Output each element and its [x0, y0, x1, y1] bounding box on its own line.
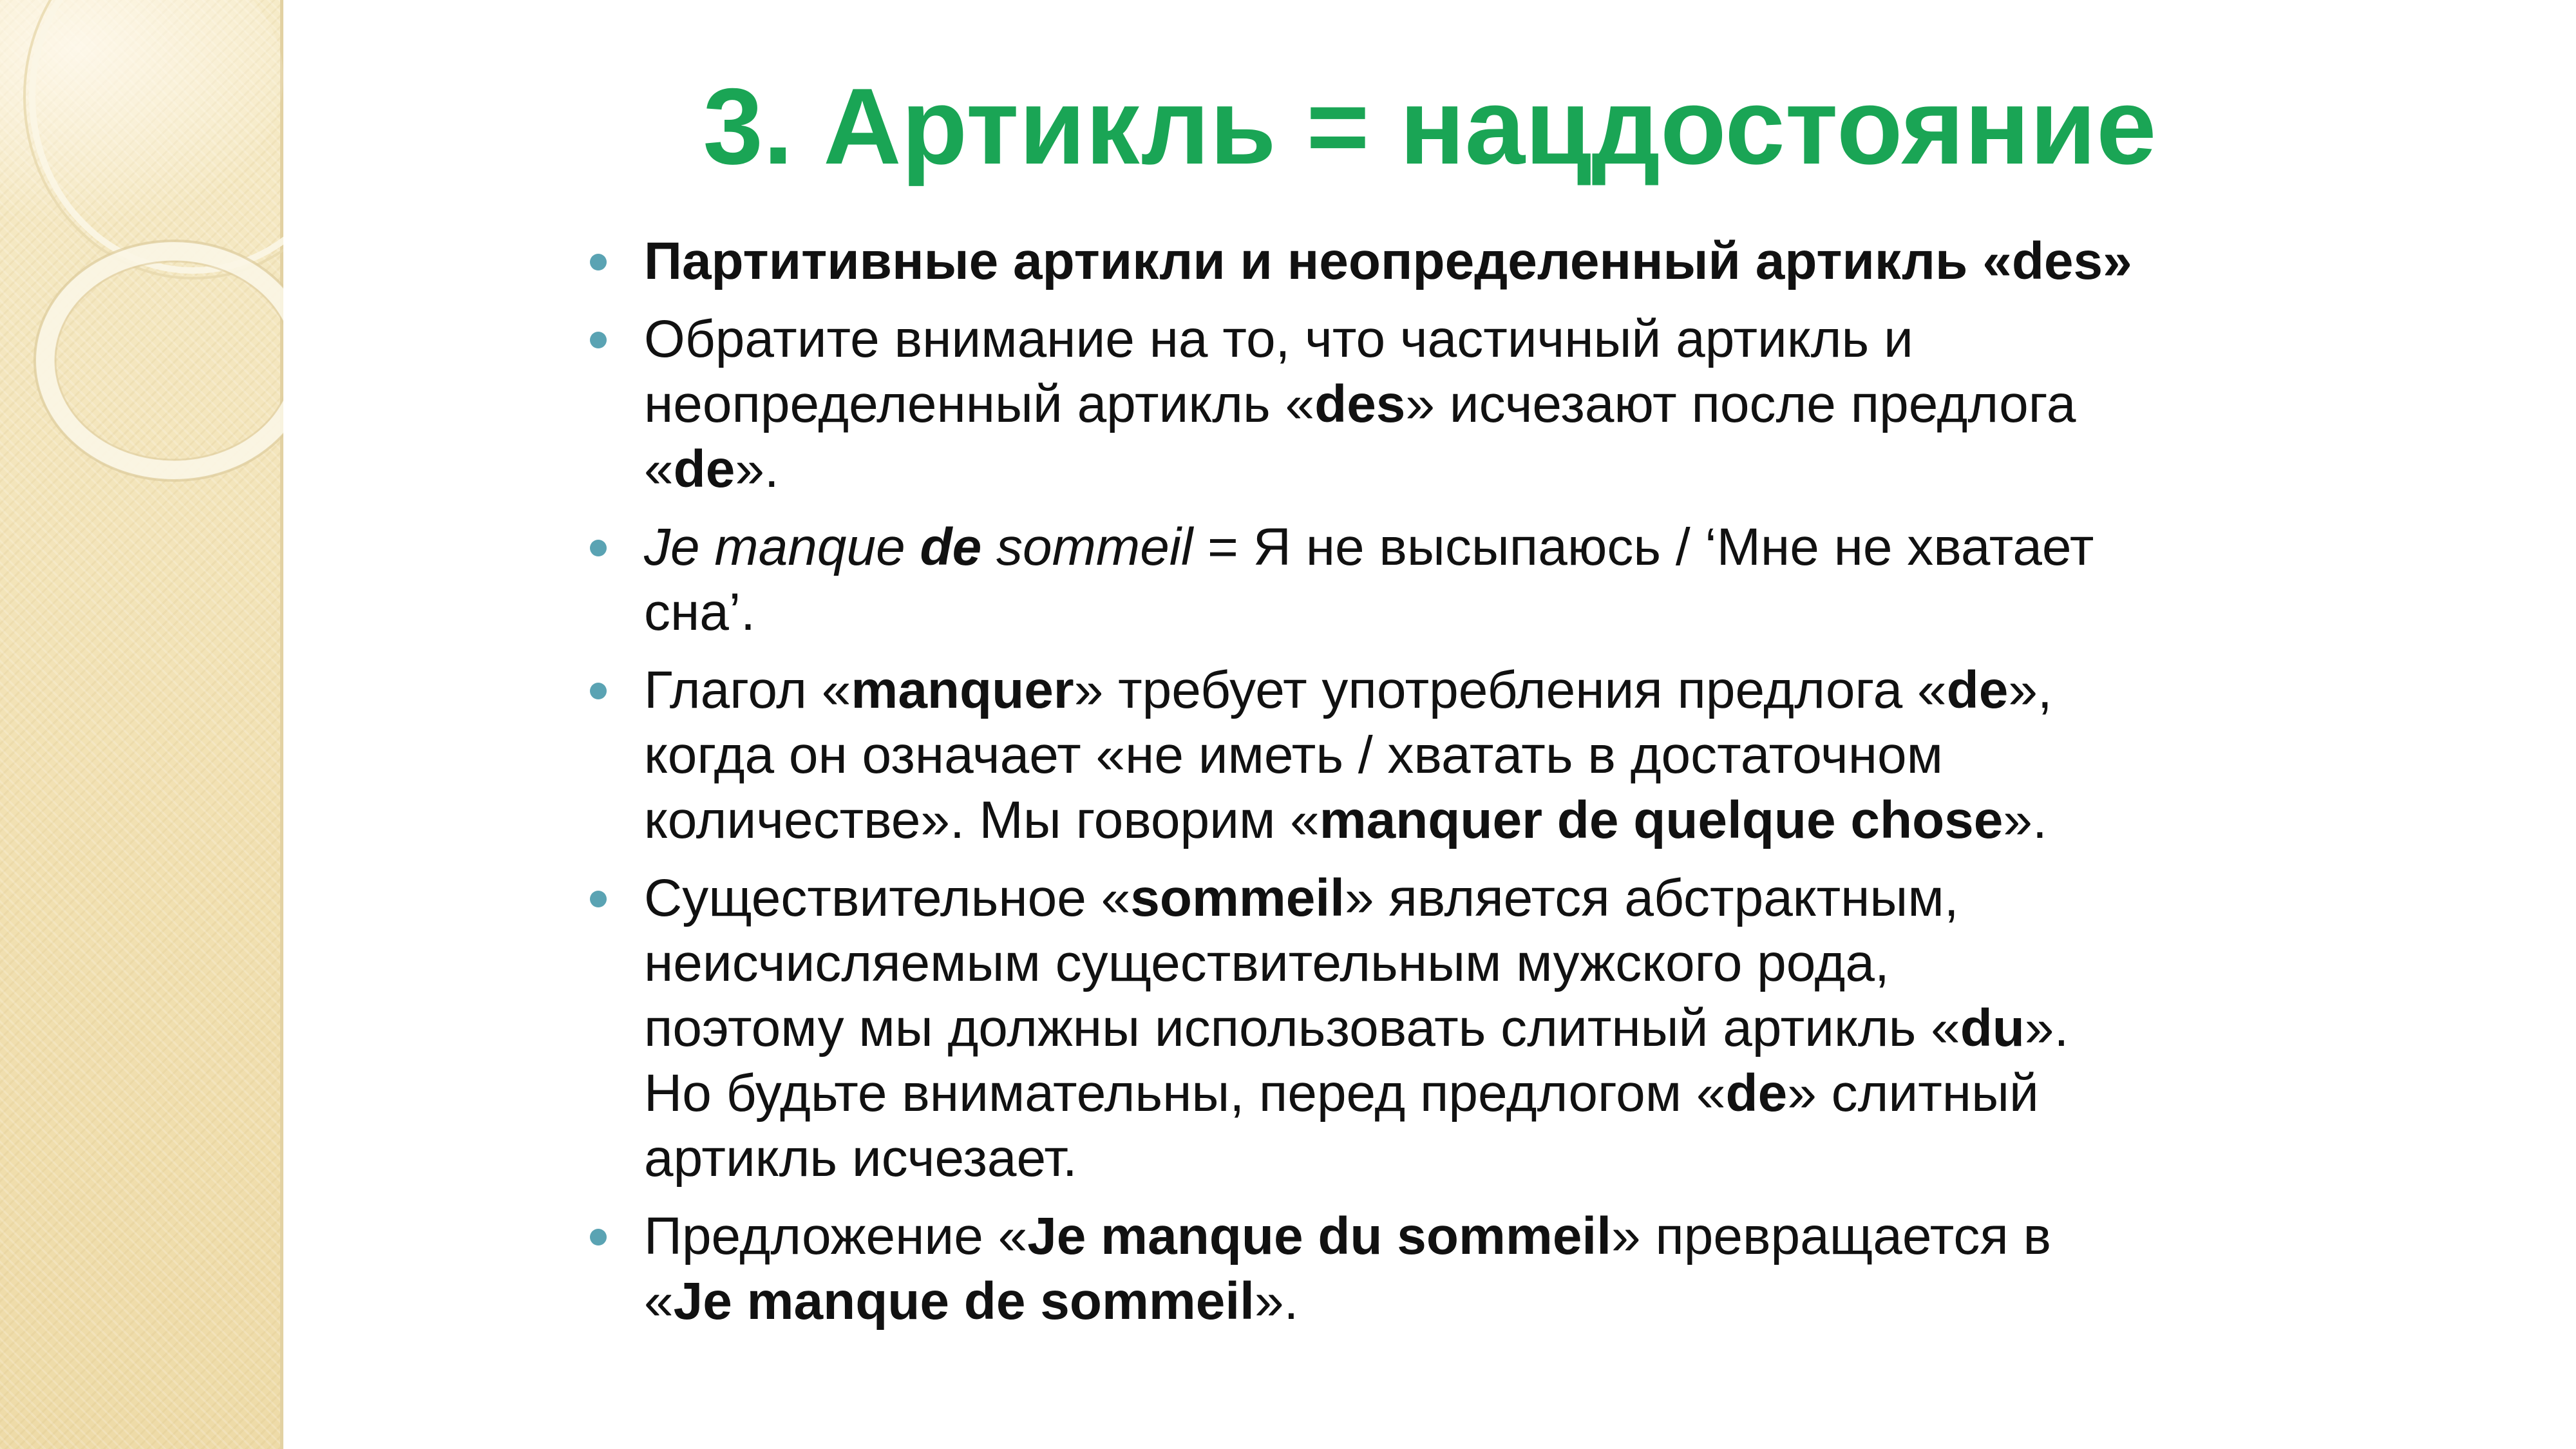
text-segment: manquer de quelque chose — [1319, 791, 2003, 849]
bullet-item — [580, 1204, 2190, 1334]
text-segment: » является абстрактным, — [1344, 869, 1959, 927]
text-segment: », — [2008, 661, 2052, 719]
text-segment: Существительное « — [644, 869, 1131, 927]
text-segment: Предложение « — [644, 1207, 1028, 1265]
bullet-text-line — [644, 1269, 2190, 1334]
text-segment: Je manque du sommeil — [1027, 1207, 1611, 1265]
text-segment: неисчисляемым существительным мужского рода, — [644, 934, 1889, 992]
bullet-dot-icon — [590, 683, 607, 699]
text-segment: Обратите внимание на то, что частичный артикль и — [644, 310, 1913, 368]
bullet-text-line — [644, 229, 2190, 294]
bullet-text-line — [644, 307, 2190, 372]
text-segment: » исчезают после предлога — [1405, 375, 2076, 433]
text-segment: = Я не высыпаюсь / ‘Мне не хватает — [1193, 518, 2094, 576]
bullet-text-line — [644, 996, 2190, 1061]
text-segment: Je manque — [644, 518, 920, 576]
text-segment: de — [920, 518, 982, 576]
bullet-text-line — [644, 1204, 2190, 1269]
slide-title: 3. Артикль = нацдостояние — [703, 66, 2157, 187]
bullet-text-line — [644, 437, 2190, 502]
text-segment: » требует употребления предлога « — [1074, 661, 1947, 719]
text-segment: sommeil — [1130, 869, 1345, 927]
bullet-list — [580, 229, 2190, 1347]
bullet-item — [580, 866, 2190, 1191]
bullet-item — [580, 229, 2190, 294]
decorative-side-band — [0, 0, 283, 1449]
text-segment: сна’. — [644, 583, 755, 641]
bullet-item — [580, 658, 2190, 853]
text-segment: » превращается в — [1611, 1207, 2052, 1265]
bullet-text-line — [644, 866, 2190, 931]
bullet-text-line — [644, 788, 2190, 853]
text-segment: количестве». Мы говорим « — [644, 791, 1320, 849]
bullet-dot-icon — [590, 891, 607, 907]
bullet-dot-icon — [590, 254, 607, 270]
text-segment: des — [1314, 375, 1406, 433]
text-segment: « — [644, 440, 674, 498]
text-segment: Глагол « — [644, 661, 851, 719]
text-segment: ». — [1254, 1272, 1299, 1331]
text-segment: ». — [735, 440, 779, 498]
bullet-dot-icon — [590, 332, 607, 348]
text-segment: Je manque de sommeil — [673, 1272, 1255, 1331]
text-segment: du — [1960, 999, 2025, 1057]
bullet-text-line — [644, 723, 2190, 788]
text-segment: de — [1946, 661, 2009, 719]
text-segment: Но будьте внимательны, перед предлогом « — [644, 1064, 1726, 1122]
text-segment: ». — [2003, 791, 2047, 849]
text-segment: Партитивные артикли и неопределенный артикль «des» — [644, 232, 2132, 290]
bullet-text-line — [644, 515, 2190, 580]
text-segment: артикль исчезает. — [644, 1129, 1077, 1188]
bullet-text-line — [644, 1061, 2190, 1126]
bullet-dot-icon — [590, 540, 607, 556]
bullet-text-line — [644, 1126, 2190, 1191]
text-segment: когда он означает «не иметь / хватать в достаточном — [644, 726, 1944, 784]
text-segment: manquer — [851, 661, 1074, 719]
bullet-text-line — [644, 931, 2190, 996]
text-segment: » слитный — [1787, 1064, 2039, 1122]
text-segment: ». — [2024, 999, 2069, 1057]
bullet-text-line — [644, 580, 2190, 645]
text-segment: неопределенный артикль « — [644, 375, 1315, 433]
text-segment: « — [644, 1272, 674, 1331]
text-segment: de — [673, 440, 735, 498]
bullet-dot-icon — [590, 1229, 607, 1245]
text-segment: поэтому мы должны использовать слитный артикль « — [644, 999, 1960, 1057]
text-segment: sommeil — [981, 518, 1193, 576]
bullet-text-line — [644, 372, 2190, 437]
decorative-rings-graphic — [0, 0, 283, 515]
bullet-item — [580, 515, 2190, 645]
text-segment: de — [1725, 1064, 1788, 1122]
bullet-item — [580, 307, 2190, 502]
bullet-text-line — [644, 658, 2190, 723]
